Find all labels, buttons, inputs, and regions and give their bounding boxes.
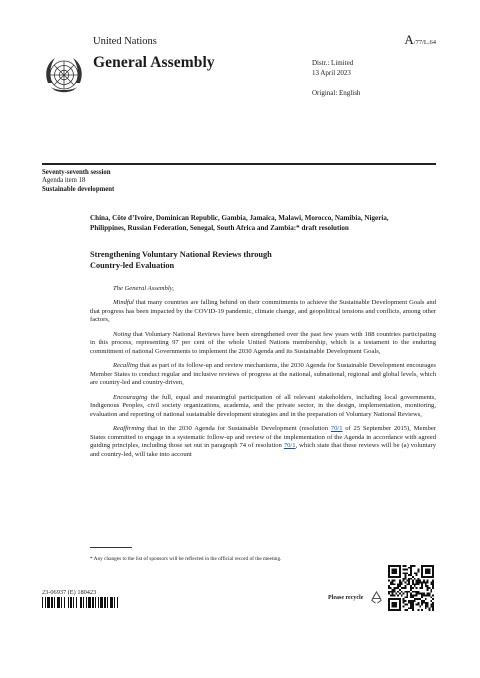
paragraph-lead: Recalling [113,362,139,370]
preamble-paragraph [90,299,436,325]
paragraph-lead: Encouraging [113,393,148,401]
original-language: Original: English [312,89,361,97]
org-name: United Nations [93,36,157,47]
paragraph-lead: Mindful [113,299,134,307]
paragraph-text: , which state that these reviews will be (a) voluntary and country-led, will take into account [90,442,437,458]
footnote-rule [90,547,132,548]
resolution-title-line-1: Strengthening Voluntary National Reviews through [90,250,272,259]
paragraph-text: the full, equal and meaningful participation of all relevant stakeholders, including local governments, Indigenous Peoples, civil society organizations, academia, and the private sector, in the design, implementation, monitoring, evaluation and reporting of national sustainable development strategies and in the preparation of Voluntary National Reviews, [90,393,436,418]
distribution-block [312,58,353,78]
document-symbol [404,32,436,48]
paragraph-text: that Voluntary National Reviews have been strengthened over the past few years with 188 countries participating in this process, representing 97 per cent of the whole United Nations membership, which is a testament to the enduring commitment of national Governments to implement the 2030 Agenda and its Sustainable Development Goals, [90,330,436,355]
distribution: Distr.: Limited [312,59,354,67]
agenda-topic: Sustainable development [42,185,115,193]
sponsors-list: China, Côte d’Ivoire, Dominican Republic, Gambia, Jamaica, Malawi, Morocco, Namibia, Nigeria, Philippines, Russian Federation, Senegal, South Africa and Zambia:* draft resolution [90,214,389,233]
paragraph-text: of 25 September 2015), Member States committed to engage in a systematic follow-up and review of the implementation of the Agenda in accordance with agreed guiding principles, including those set out in paragraph 74 of resolution [90,425,436,450]
paragraph-text: that in the 2030 Agenda for Sustainable Development (resolution [144,425,331,433]
preamble-paragraph [90,425,436,459]
agenda-item: Agenda item 18 [42,177,86,185]
resolution-link[interactable]: 70/1 [330,425,343,433]
paragraph-text: that many countries are falling behind on their commitments to achieve the Sustainable Development Goals and that progress has been impacted by the COVID-19 pandemic, climate change, and geopolitical tensions and conflicts, among other factors, [90,299,436,324]
symbol-prefix: A [404,32,414,47]
preamble-opening: The General Assembly, [113,285,174,292]
paragraph-lead: Reaffirming [113,425,145,433]
symbol-rest: /77/L.64 [413,39,436,46]
preamble-paragraph [90,362,436,388]
recycle-icon [369,590,384,605]
footnote: * Any changes to the list of sponsors will be reflected in the official record of the meeting. [90,556,282,562]
header-rule [42,163,436,165]
resolution-body [90,285,436,465]
qr-code-icon [388,565,434,611]
barcode-icon [42,597,118,608]
recycle-label: Please recycle [328,595,364,601]
document-date: 13 April 2023 [312,69,351,77]
paragraph-text: that as part of its follow-up and review mechanisms, the 2030 Agenda for Sustainable Development encourages Member States to conduct regular and inclusive reviews of progress at the national, subnational, regional and global levels, which are country-led and country-driven, [90,362,436,387]
resolution-link[interactable]: 70/1 [283,442,296,450]
resolution-title-line-2: Country-led Evaluation [90,260,175,270]
document-code: 23-06937 (E) 180423 [42,589,97,596]
paragraph-lead: Noting [113,330,131,338]
organ-title: General Assembly [93,54,215,71]
session-block [42,169,114,194]
un-emblem-icon [42,53,86,97]
session-name: Seventy-seventh session [42,169,111,176]
resolution-title [90,250,272,271]
preamble-paragraph [90,331,436,357]
preamble-paragraph [90,394,436,420]
